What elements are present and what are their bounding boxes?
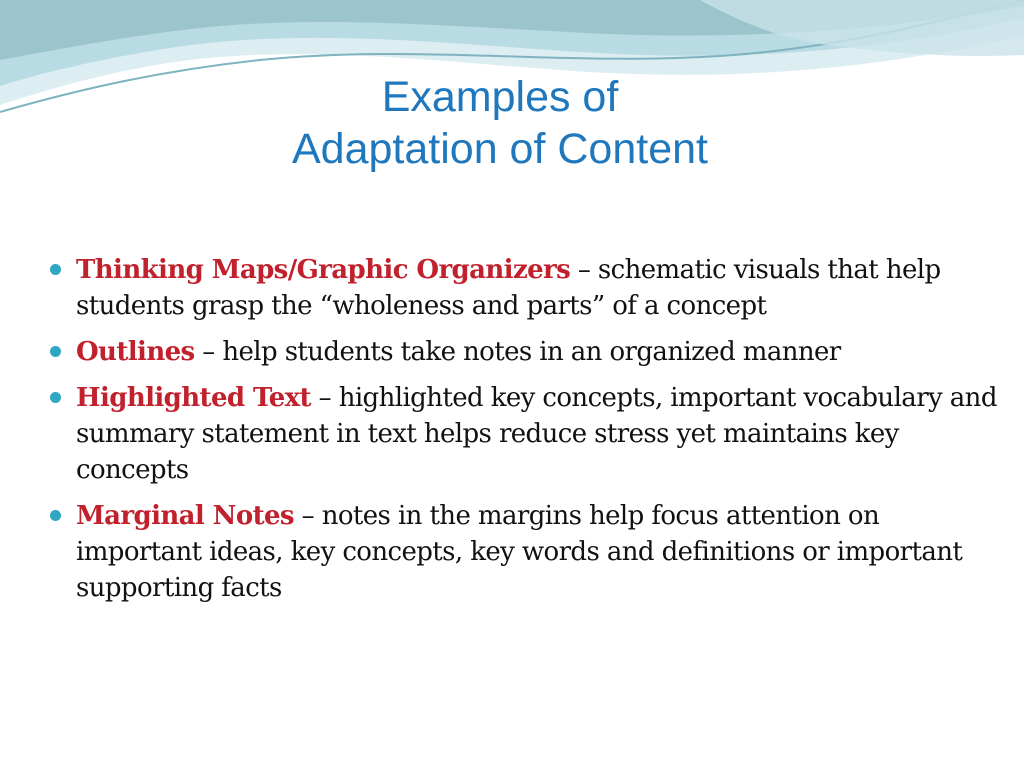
bullet-dot-icon [50, 264, 61, 275]
bullet-dot-icon [50, 510, 61, 521]
bullet-dot-icon [50, 392, 61, 403]
bullet-text: – schematic visuals that help students grasp the “wholeness and parts” of a concept [76, 255, 941, 321]
bullet-text: – help students take notes in an organized manner [194, 337, 841, 367]
bullet-term: Outlines [76, 337, 195, 367]
bullet-item [48, 252, 998, 324]
title-line-2: Adaptation of Content [292, 124, 708, 173]
bullet-item [48, 334, 998, 370]
bullet-dot-icon [50, 346, 61, 357]
bullet-term: Highlighted Text [76, 383, 311, 413]
bullet-item [48, 498, 998, 606]
bullet-list [48, 252, 998, 616]
bullet-term: Thinking Maps/Graphic Organizers [76, 255, 571, 285]
bullet-item [48, 380, 998, 488]
slide-title [0, 72, 1000, 175]
bullet-text: – highlighted key concepts, important vocabulary and summary statement in text helps reduce stress yet maintains key concepts [76, 383, 997, 485]
bullet-term: Marginal Notes [76, 501, 294, 531]
bullet-text: – notes in the margins help focus attention on important ideas, key concepts, key words and definitions or important supporting facts [76, 501, 963, 603]
title-line-1: Examples of [381, 73, 619, 121]
